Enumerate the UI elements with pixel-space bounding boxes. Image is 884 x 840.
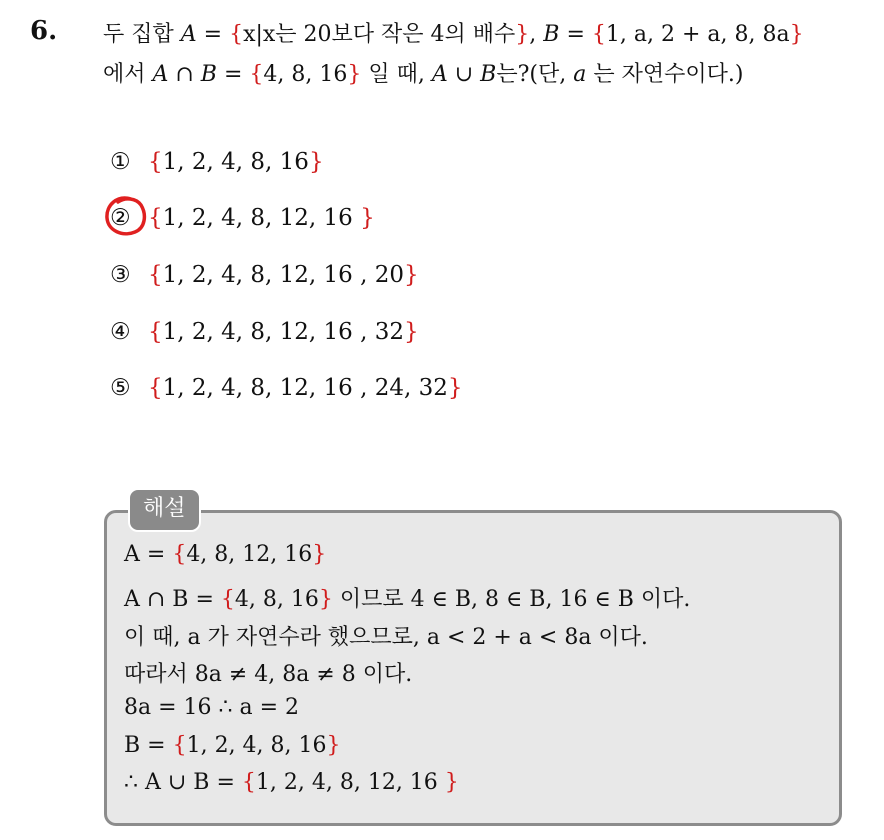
solution-line-7 (124, 770, 459, 795)
s6-members: 1, 2, 4, 8, 16 (186, 733, 327, 758)
q1-sep: , (529, 22, 544, 47)
s2-rest: 이므로 4 ∈ B, 8 ∈ B, 16 ∈ B 이다. (332, 587, 691, 612)
s1-close: } (312, 542, 327, 567)
solution-label: 해설 (128, 488, 201, 532)
choice-5[interactable] (110, 371, 463, 405)
choice-brace-open: { (148, 262, 163, 288)
q2-close: } (347, 62, 362, 87)
q1-eq: = (196, 22, 230, 47)
choice-brace-close: } (360, 205, 375, 231)
choice-marker: ⑤ (110, 375, 131, 401)
s6-lhs: B = (124, 733, 173, 758)
choice-brace-open: { (148, 375, 163, 401)
q1-b-open: { (591, 22, 606, 47)
q2-prefix: 에서 (103, 62, 153, 87)
q1-brace-close: } (515, 22, 530, 47)
solution-line-4: 따라서 8a ≠ 4, 8a ≠ 8 이다. (124, 662, 413, 687)
choice-members: 1, 2, 4, 8, 12, 16 , 20 (162, 262, 405, 288)
choice-brace-close: } (308, 149, 324, 175)
choice-members: 1, 2, 4, 8, 12, 16 (162, 205, 361, 231)
choice-1[interactable] (110, 145, 324, 179)
q1-eq2: = (559, 22, 592, 47)
solution-line-2 (124, 582, 690, 613)
question-line-2 (103, 57, 743, 88)
solution-line-6 (124, 733, 341, 758)
s6-open: { (172, 733, 187, 758)
q2-var: a (573, 62, 587, 87)
choice-members: 1, 2, 4, 8, 12, 16 , 32 (162, 319, 405, 345)
s2-open: { (220, 587, 235, 612)
choice-marker: ② (110, 205, 131, 231)
s1-open: { (172, 542, 187, 567)
q1-set-builder: x|x는 20보다 작은 4의 배수 (243, 22, 516, 47)
solution-line-1 (124, 542, 326, 567)
q2-members: 4, 8, 16 (263, 62, 348, 87)
q2-middle: 일 때, (361, 62, 432, 87)
q1-b-members: 1, a, 2 + a, 8, 8a (605, 22, 790, 47)
s2-lhs: A ∩ B = (124, 587, 221, 612)
q1-set-a: A (180, 22, 197, 47)
s2-members: 4, 8, 16 (234, 587, 319, 612)
question-number: 6. (30, 16, 58, 46)
q2-intersect: A ∩ B (152, 62, 217, 87)
s7-lhs: ∴ A ∪ B = (124, 770, 242, 795)
s1-lhs: A = (124, 542, 173, 567)
choice-brace-open: { (148, 205, 163, 231)
q2-suffix2: 는 자연수이다.) (586, 62, 744, 87)
q2-suffix: 는?(단, (496, 62, 574, 87)
q2-union: A ∪ B (431, 62, 497, 87)
s2-close: } (318, 587, 333, 612)
q2-eq: = (216, 62, 250, 87)
choice-brace-close: } (404, 319, 419, 345)
q1-set-b: B (543, 22, 560, 47)
question-line-1 (103, 17, 804, 48)
choice-brace-close: } (447, 375, 463, 401)
s7-open: { (241, 770, 256, 795)
choice-marker: ④ (110, 319, 131, 345)
solution-line-5: 8a = 16 ∴ a = 2 (124, 695, 300, 720)
s6-close: } (326, 733, 341, 758)
choice-marker: ① (110, 149, 131, 175)
choice-brace-open: { (148, 319, 163, 345)
q1-prefix: 두 집합 (103, 22, 181, 47)
q1-b-close: } (789, 22, 804, 47)
s7-close: } (444, 770, 459, 795)
choice-members: 1, 2, 4, 8, 12, 16 , 24, 32 (162, 375, 448, 401)
s1-members: 4, 8, 12, 16 (186, 542, 313, 567)
s7-members: 1, 2, 4, 8, 12, 16 (255, 770, 445, 795)
choice-brace-open: { (148, 149, 163, 175)
answer-circle-mark (101, 193, 151, 241)
choice-brace-close: } (404, 262, 419, 288)
choice-3[interactable] (110, 258, 419, 292)
choice-members: 1, 2, 4, 8, 16 (162, 149, 309, 175)
solution-line-3: 이 때, a 가 자연수라 했으므로, a < 2 + a < 8a 이다. (124, 625, 648, 650)
q1-brace-open: { (229, 22, 244, 47)
choice-marker: ③ (110, 262, 131, 288)
q2-open: { (249, 62, 264, 87)
choice-4[interactable] (110, 315, 419, 349)
